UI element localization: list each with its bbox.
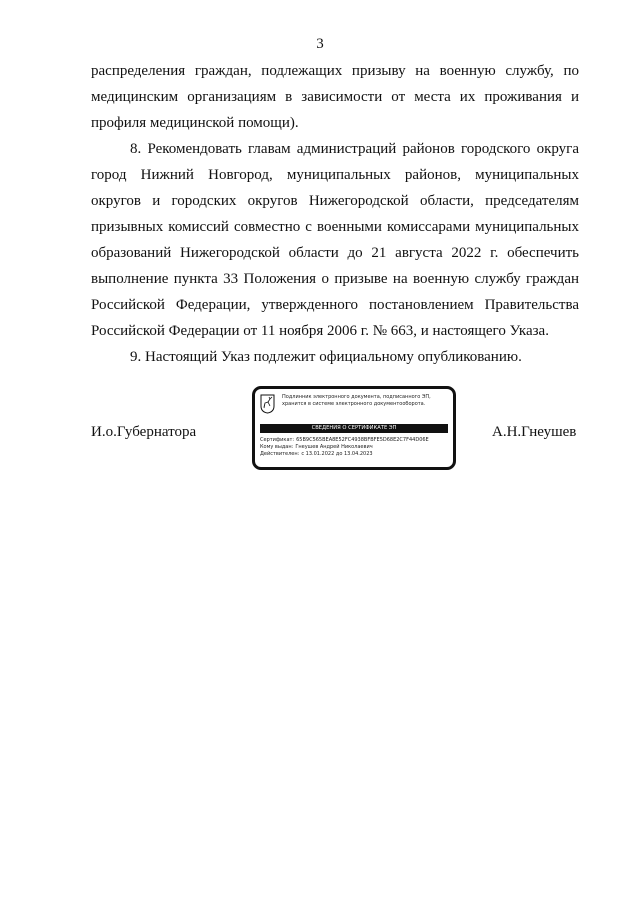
stamp-header	[282, 394, 450, 407]
signatory-position: И.о.Губернатора	[91, 424, 197, 440]
paragraph-9: 9. Настоящий Указ подлежит официальному опубликованию.	[130, 349, 522, 365]
validity-value: с 13.01.2022 до 13.04.2023	[301, 451, 373, 457]
stamp-details	[260, 437, 450, 458]
paragraph-8: 8. Рекомендовать главам администраций районов городского округа город Нижний Новгород, муниципальных районов, муниципальных округов и городских округов Нижегородской области, председателям призывных комиссий совместно с военными комиссарами муниципальных образований Нижегородской области до 21 августа 2022 г. обеспечить выполнение пункта 33 Положения о призыве на военную службу граждан Российской Федерации, утвержденного постановлением Правительства Российской Федерации от 11 ноября 2006 г. № 663, и настоящего Указа.	[91, 141, 579, 339]
stamp-header-line: Подлинник электронного документа, подписанного ЭП,	[282, 394, 431, 400]
validity-label: Действителен:	[260, 451, 300, 457]
signatory-name: А.Н.Гнеушев	[492, 424, 577, 440]
paragraph-continuation: распределения граждан, подлежащих призыву на военную службу, по медицинским организациям в зависимости от места их проживания и профиля медицинской помощи).	[91, 63, 579, 131]
stamp-row-certificate	[260, 437, 450, 444]
page-number: 3	[316, 36, 324, 52]
certificate-value: 65B9C565BEA8E52FC4938BFBFE5D68E2C7F44D06E	[296, 437, 429, 443]
electronic-signature-stamp	[252, 386, 456, 470]
stamp-title-bar: СВЕДЕНИЯ О СЕРТИФИКАТЕ ЭП	[260, 424, 448, 433]
owner-value: Гнеушев Андрей Николаевич	[295, 444, 373, 450]
certificate-label: Сертификат:	[260, 437, 295, 443]
owner-label: Кому выдан:	[260, 444, 294, 450]
stamp-row-owner	[260, 444, 450, 451]
document-body	[91, 58, 579, 370]
stamp-header-line: хранится в системе электронного документооборота.	[282, 400, 426, 407]
stamp-row-validity	[260, 451, 450, 458]
coat-of-arms-icon	[260, 394, 275, 414]
